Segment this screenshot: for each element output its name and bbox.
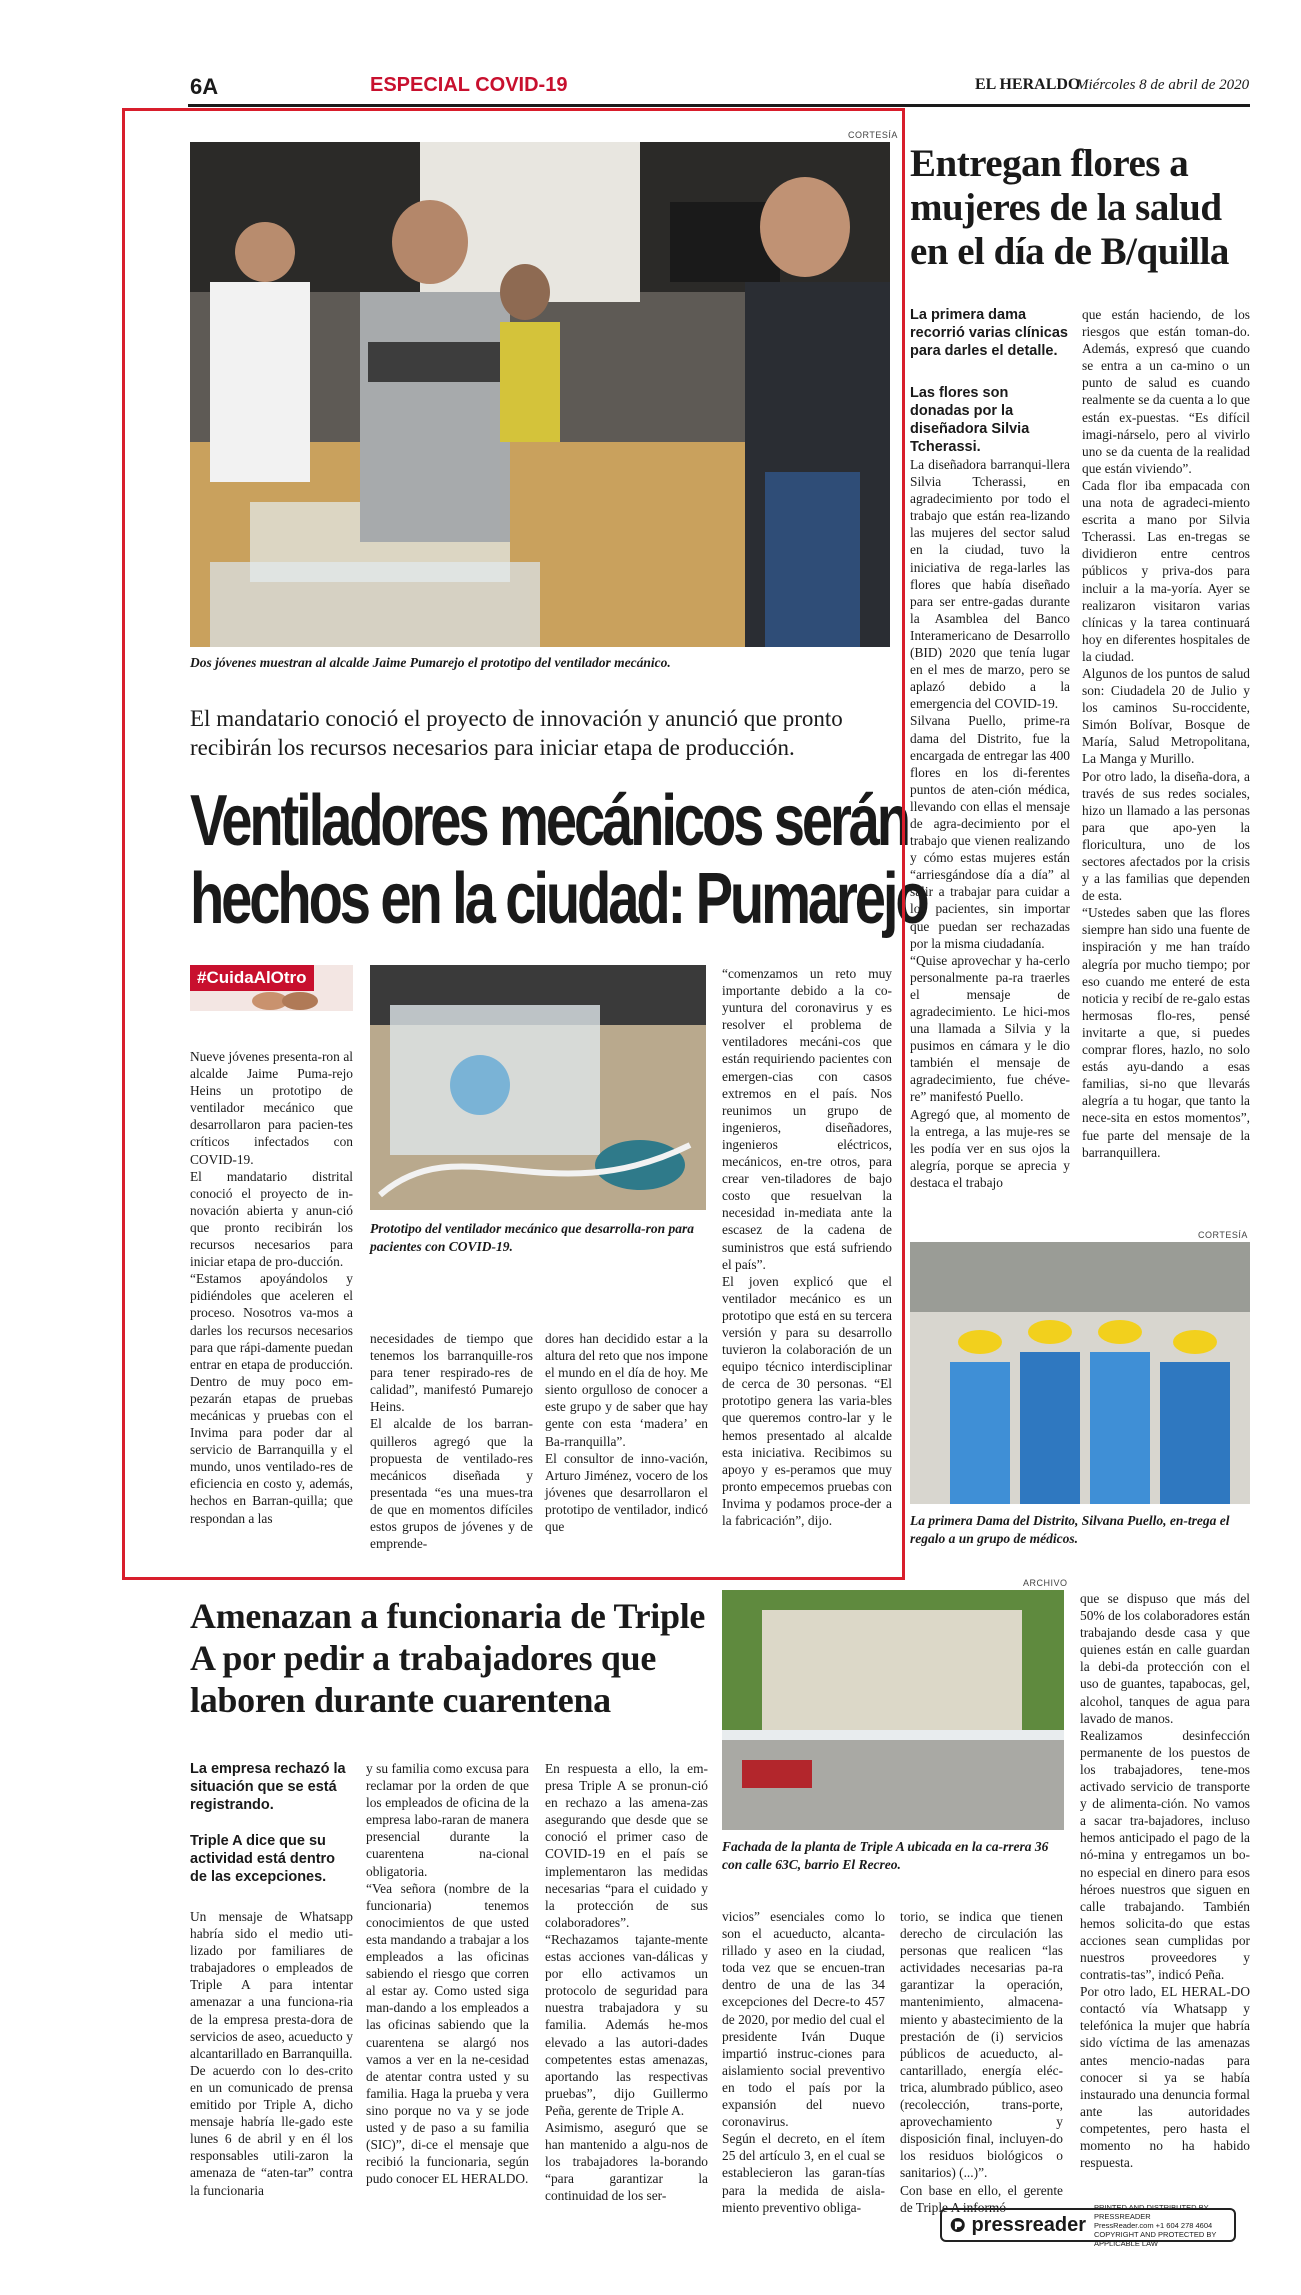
bottom-story-col3: En respuesta a ello, la em-presa Triple A se pronun-ció en rechazo a las amena-zas asegurando que desde que se conoció el primer caso de COVID-19 en el país se implementaron las medidas necesarias “para el cuidado y la protección de sus colaboradores”. “Rechazamos tajante-mente estas acciones van-dálicas y por ello activamos un protocolo de seguridad para nuestra trabajadora y su familia. Además he-mos elevado a las autori-dades competentes estas amenazas, aportando las respectivas pruebas”, dijo Guillermo Peña, gerente de Triple A. Asimismo, aseguró que se han mantenido a algu-nos de los trabajadores la-borando “para garantizar la continuidad de los ser-	[545, 1761, 708, 2204]
bottom-story-col4: vicios” esenciales como lo son el acueducto, alcanta-rillado y aseo en la ciudad, toda vez que se encuen-tran dentro de una de las 34 excepciones del Decre-to 457 de 2020, por medio del cual el presidente Iván Duque impartió instruc-ciones para aislamiento social preventivo en todo el país por la expansión del nuevo coronavirus. Según el decreto, en el ítem 25 del artículo 3, en el cual se establecieron las garan-tías para la medida de aisla-miento preventivo obliga-	[722, 1909, 885, 2215]
header-rule	[188, 104, 1250, 107]
pressreader-brand: pressreader	[971, 2213, 1086, 2236]
side-photo-caption: La primera Dama del Distrito, Silvana Puello, en-trega el regalo a un grupo de médicos.	[910, 1513, 1230, 1546]
side-headline: Entregan flores a mujeres de la salud en el día de B/quilla	[910, 142, 1229, 273]
side-story-col2: que están haciendo, de los riesgos que están toman-do. Además, expresó que cuando se entra a un ca-mino o un punto de salud es cuando realmente se da cuenta a lo que están ex-puestas. “Es difícil imagi-nárselo, pero al vivirlo uno se da cuenta de la realidad que están viviendo”. Cada flor iba empacada con una nota de agradeci-miento escrita a mano por Silvia Tcherassi. Las en-tregas se dividieron entre centros públicos y priva-dos para incluir a la ma-yoría. Ayer se realizaron visitaron varias clínicas y la tarea continuará hoy en diferentes hospitales de la ciudad. Algunos de los puntos de salud son: Ciudadela 20 de Julio y los caminos Su-roccidente, Simón Bolívar, Bosque de María, Salud Metropolitana, La Manga y Murillo. Por otro lado, la diseña-dora, a través de sus redes sociales, hizo un llamado a las personas para que apo-yen la floricultura, uno de los sectores afectados por la crisis y a las familias que dependen de esta. “Ustedes saben que las flores siempre han sido una fuente de inspiración y me han traído alegría por mucho tiempo; por eso cuando me enteré de esta noticia y recibí de re-galo estas hermosas flo-res, pensé invitarte a que, si puedes comprar flores, hazlo, no solo estás ayu-dando a esas familias, si-no que llevarás alegría a tu hogar, que tanto la nece-sita en estos momentos”, fue parte del mensaje de la barranquillera.	[1082, 307, 1250, 1160]
issue-date: Miércoles 8 de abril de 2020	[1076, 77, 1250, 93]
main-deck: El mandatario conoció el proyecto de innovación y anunció que pronto recibirán los recursos necesarios para iniciar etapa de producción.	[190, 706, 843, 760]
bottom-story-col6: que se dispuso que más del 50% de los colaboradores están trabajando desde casa y que quienes están en calle guardan la debi-da protección con el uso de guantes, tapabocas, gel, alcohol, tanques de agua para lavado de manos. Realizamos desinfección permanente de los puestos de los trabajadores, tene-mos activado servicio de transporte y de alimenta-ción. No vamos a sacar tra-bajadores, incluso hemos anticipado el pago de la nó-mina y entregamos un bo-no especial en dinero para esos héroes nuestros que siguen en calle trabajando. También hemos solicita-do que estas acciones sean cumplidas por nuestros proveedores y contratis-tas”, indicó Peña. Por otro lado, EL HERAL-DO contactó vía Whatsapp y telefónica la mujer que habría sido víctima de las amenazas antes mencio-nadas para conocer si ya se había instaurado una denuncia formal ante las autoridades competentes, pero hasta el momento no ha habido respuesta.	[1080, 1591, 1250, 2171]
main-story-col2: necesidades de tiempo que tenemos los barranquille-ros para tener respirado-res de calidad”, manifestó Pumarejo Heins. El alcalde de los barran-quilleros agregó que la propuesta de ventilado-res mecánicos diseñada y presentada “es una mues-tra de que en momentos difíciles estos grupos de jóvenes y de emprende-	[370, 1331, 533, 1552]
side-photo-image	[910, 1242, 1250, 1504]
pressreader-line3: COPYRIGHT AND PROTECTED BY APPLICABLE LAW	[1093, 2229, 1217, 2248]
side-photo	[910, 1242, 1250, 1504]
newspaper-name: EL HERALDO	[975, 76, 1081, 93]
page-number: 6A	[190, 74, 219, 99]
pressreader-line1: PRINTED AND DISTRIBUTED BY PRESSREADER	[1093, 2202, 1209, 2221]
bottom-story-col2: y su familia como excusa para reclamar por la orden de que los empleados de oficina de la empresa labo-raran de manera presencial durante la cuarentena na-cional obligatoria. “Vea señora (nombre de la funcionaria) tenemos conocimientos de que usted esta mandando a trabajar a los empleados a las oficinas sabiendo el riesgo que corren al estar ay. Como usted siga man-dando a los empleados a las oficinas sabiendo que la cuarentena se alargó nos vamos a ver en la ne-cesidad de atentar contra usted y su familia. Haga la prueba y vera sino porque no va y se jode usted y de paso a su familia (SIC)”, di-ce el mensaje que recibió la funcionaria, según pudo conocer EL HERALDO.	[366, 1761, 529, 2187]
side-photo-credit: CORTESÍA	[1198, 1230, 1248, 1240]
main-photo-caption: Dos jóvenes muestran al alcalde Jaime Pumarejo el prototipo del ventilador mecánico.	[190, 655, 671, 670]
bottom-summary-2: Triple A dice que su actividad está dentro de las excepciones.	[190, 1833, 336, 1885]
main-story-col1: Nueve jóvenes presenta-ron al alcalde Jaime Puma-rejo Heins un prototipo de ventilador mecánico que desarrollaron para pacien-tes críticos infectados con COVID-19. El mandatario distrital conoció el proyecto de in-novación abierta y anun-ció que pronto recibirán los recursos necesarios para iniciar etapa de pro-ducción. “Estamos apoyándolos y pidiéndoles que aceleren el proceso. Nosotros va-mos a darles los recursos necesarios para que rápi-damente puedan entrar en etapa de producción. Dentro de muy poco em-pezarán etapas de pruebas mecánicas y pruebas con el Invima para poder dar al servicio de Barranquilla y el mundo, unos ventilado-res de eficiencia en costo y, además, hechos en Barran-quilla; que respondan a las	[190, 1049, 353, 1526]
side-summary-2: Las flores son donadas por la diseñadora Silvia Tcherassi.	[910, 385, 1030, 455]
bottom-summary-1: La empresa rechazó la situación que se está registrando.	[190, 1761, 346, 1813]
side-summary-1: La primera dama recorrió varias clínicas para darles el detalle.	[910, 307, 1068, 359]
bottom-photo-caption: Fachada de la planta de Triple A ubicada en la ca-rrera 36 con calle 63C, barrio El Recreo.	[722, 1839, 1049, 1872]
bottom-story-col1: Un mensaje de Whatsapp habría sido el medio uti-lizado por familiares de trabajadores o empleados de Triple A para intentar amenazar a una funciona-ria de la empresa presta-dora de servicios de aseo, acueducto y alcantarillado en Barranquilla. De acuerdo con lo des-crito en un comunicado de prensa emitido por Triple A, dicho mensaje habría lle-gado este lunes 6 de abril y en él los responsables utili-zaron la amenaza de “aten-tar” contra la funcionaria	[190, 1909, 353, 2198]
main-story-col4: “comenzamos un reto muy importante debido a la co-yuntura del coronavirus y es resolver el problema de ventiladores mecáni-cos que están requiriendo pacientes con emergen-cias con casos extremos en el país. Nos reunimos un grupo de ingenieros, diseñadores, ingenieros eléctricos, mecánicos, en-tre otros, para crear ven-tiladores de bajo costo que resuelvan la necesidad in-mediata ante la escasez de la cadena de suministros que está sufriendo el país”. El joven explicó que el ventilador mecánico es un prototipo que está en su tercera versión y para su desarrollo tuvieron la colaboración de un equipo técnico interdisciplinar de cerca de 30 personas. “El prototipo genera las varia-bles que queremos contro-lar y le hemos presentado al alcalde esta iniciativa. Recibimos su apoyo y es-peramos que muy pronto empecemos pruebas con Invima y podamos proce-der a la fabricación”, dijo.	[722, 966, 892, 1528]
side-story-col1: La diseñadora barranqui-llera Silvia Tcherassi, en agradecimiento por todo el trabajo que están rea-lizando las mujeres del sector salud en la ciudad, tuvo la iniciativa de rega-larles las flores que había diseñado para ser entre-gadas durante la Asamblea del Banco Interamericano de Desarrollo (BID) 2020 que tenía lugar en el mes de marzo, pero se aplazó debido a la emergencia del COVID-19. Silvana Puello, prime-ra dama del Distrito, fue la encargada de entregar las 400 flores en los di-ferentes puntos de aten-ción médica, llevando con ellas el mensaje de agra-decimiento por el trabajo que vienen realizando y cómo estas mujeres están “arriesgándose día a día” al salir a trabajar para cuidar a los pacientes, sin importar que puedan ser rechazadas por la misma ciudadanía. “Quise aprovechar y ha-cerlo personalmente pa-ra traerles el mensaje de agradecimiento. Le hici-mos una llamada a Silvia y la pusimos en cámara y le dio también el mensaje de agradecimiento, fue chéve-re” manifestó Puello. Agregó que, al momento de la entrega, a las muje-res se les podía ver en sus ojos la alegría, porque se aprecia y destaca el trabajo	[910, 457, 1070, 1190]
bottom-photo-image	[722, 1590, 1064, 1830]
section-title: ESPECIAL COVID-19	[370, 74, 568, 96]
inset-photo-caption: Prototipo del ventilador mecánico que desarrolla-ron para pacientes con COVID-19.	[370, 1221, 694, 1254]
bottom-story-col5: torio, se indica que tienen derecho de circulación las personas que realicen “las actividades necesarias pa-ra garantizar la operación, mantenimiento, almacena-miento y abastecimiento de la prestación de (i) servicios públicos de acueducto, al-cantarillado, energía eléc-trica, alumbrado público, aseo (recolección, trans-porte, aprovechamiento y disposición final, incluyen-do los residuos biológicos o sanitarios) (...)”. Con base en ello, el gerente de Triple A informó	[900, 1909, 1063, 2215]
bottom-photo	[722, 1590, 1064, 1830]
pressreader-logo-icon	[950, 2214, 965, 2236]
main-headline-line1: Ventiladores mecánicos serán	[190, 781, 909, 861]
bottom-headline: Amenazan a funcionaria de Triple A por pedir a trabajadores que laboren durante cuarentena	[190, 1596, 706, 1720]
highlight-frame	[122, 108, 905, 1580]
pressreader-notice	[1094, 2203, 1226, 2248]
main-photo-credit: CORTESÍA	[848, 130, 898, 140]
pressreader-badge[interactable]	[940, 2202, 1236, 2248]
bottom-photo-credit: ARCHIVO	[1023, 1578, 1068, 1588]
tag-label: #CuidaAlOtro	[190, 965, 314, 991]
main-story-col3: dores han decidido estar a la altura del reto que nos impone el mundo en el día de hoy. Me siento orgulloso de conocer a este grupo y de saber que hay gente con esta ‘madera’ en Ba-rranquilla”. El consultor de inno-vación, Arturo Jiménez, vocero de los jóvenes que desarrollaron el prototipo de ventilador, indicó que	[545, 1331, 708, 1535]
pressreader-line2: PressReader.com +1 604 278 4604	[1093, 2220, 1213, 2230]
main-headline-line2: hechos en la ciudad: Pumarejo	[190, 859, 927, 939]
